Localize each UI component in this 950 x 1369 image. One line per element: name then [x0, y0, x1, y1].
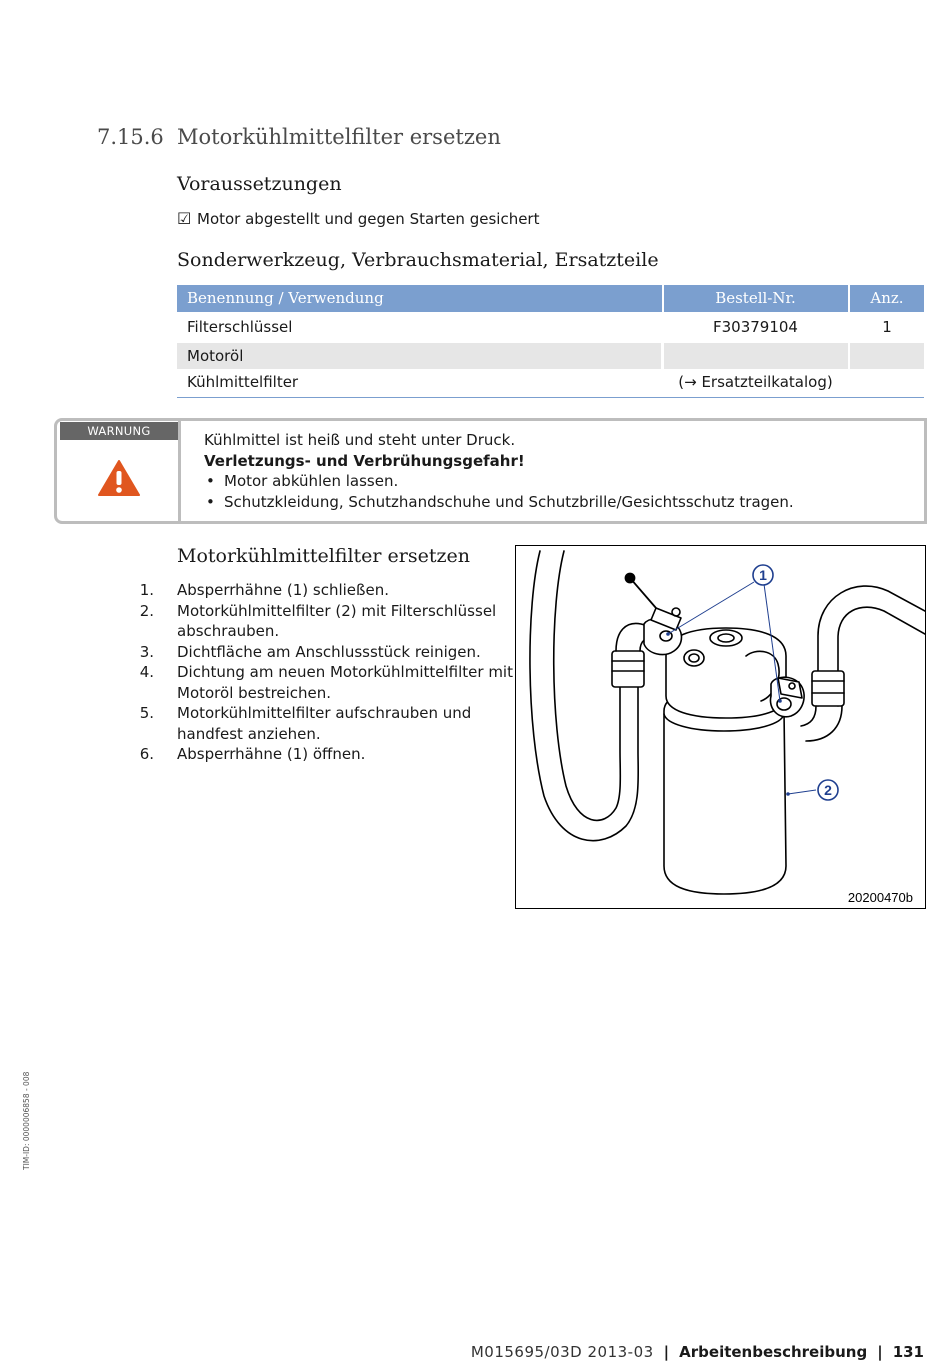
table-header-row — [177, 285, 924, 312]
callout-1-icon — [753, 565, 773, 585]
step-number: 1. — [139, 581, 154, 599]
table-row — [177, 369, 924, 398]
warning-bullet-text: Motor abkühlen lassen. — [224, 472, 399, 490]
section-title: Motorkühlmittelfilter ersetzen — [177, 125, 501, 149]
warning-consequence: Verletzungs- und Verbrühungsgefahr! — [204, 451, 525, 470]
warning-bullet — [204, 492, 794, 513]
step-text: Absperrhähne (1) schließen. — [177, 581, 389, 599]
table-row — [177, 343, 924, 369]
table-row — [177, 312, 924, 343]
section-heading — [97, 125, 501, 149]
warning-box — [54, 418, 927, 524]
step-text: Dichtung am neuen Motorkühlmittelfilter mit Motoröl bestreichen. — [177, 663, 513, 702]
step-number: 5. — [139, 704, 154, 722]
list-item — [130, 744, 517, 765]
callout-1-label: 1 — [759, 567, 767, 583]
parts-table — [177, 285, 924, 398]
checkbox-checked-icon: ☑ — [177, 209, 192, 228]
table-cell — [850, 343, 924, 369]
coolant-filter-figure — [515, 545, 926, 909]
table-cell: F30379104 — [713, 318, 798, 336]
warning-hazard: Kühlmittel ist heiß und steht unter Druck. — [204, 431, 516, 449]
table-cell: (→ Ersatzteilkatalog) — [678, 373, 833, 391]
footer-section: Arbeitenbeschreibung — [679, 1343, 868, 1361]
step-number: 4. — [139, 663, 154, 681]
table-cell: Kühlmittelfilter — [187, 373, 299, 391]
coolant-filter-drawing — [516, 546, 925, 908]
warning-bullet — [204, 471, 794, 492]
list-item — [130, 642, 517, 663]
list-item — [130, 601, 517, 642]
document-id: TIM-ID: 0000006858 - 008 — [22, 1071, 31, 1170]
step-number: 6. — [139, 745, 154, 763]
callout-2-icon — [818, 780, 838, 800]
page-footer — [471, 1343, 924, 1361]
table-cell: Filterschlüssel — [187, 318, 293, 336]
list-item — [130, 580, 517, 601]
step-text: Dichtfläche am Anschlussstück reinigen. — [177, 642, 481, 661]
step-text: Absperrhähne (1) öffnen. — [177, 745, 366, 763]
warning-label: WARNUNG — [60, 422, 178, 440]
table-cell — [850, 369, 924, 397]
tools-title: Sonderwerkzeug, Verbrauchsmaterial, Ersatzteile — [177, 249, 659, 271]
list-item — [130, 662, 517, 703]
callout-2-label: 2 — [824, 782, 832, 798]
step-number: 3. — [139, 642, 154, 661]
figure-id: 20200470b — [847, 890, 913, 905]
prerequisite-text: Motor abgestellt und gegen Starten gesichert — [197, 210, 540, 228]
warning-sidebar — [57, 421, 181, 521]
table-cell: 1 — [882, 318, 892, 336]
prerequisites-title: Voraussetzungen — [177, 173, 342, 195]
footer-separator: | — [663, 1343, 670, 1361]
prerequisite-item — [177, 209, 539, 228]
procedure-steps — [130, 580, 517, 765]
filter-canister — [664, 689, 786, 894]
step-number: 2. — [139, 601, 154, 620]
page-number: 131 — [892, 1343, 924, 1361]
column-header-order-number: Bestell-Nr. — [715, 289, 796, 307]
document-code: M015695/03D 2013-03 — [470, 1343, 654, 1361]
section-number: 7.15.6 — [97, 125, 164, 149]
warning-triangle-icon — [97, 459, 141, 497]
list-item — [130, 703, 517, 744]
procedure-title: Motorkühlmittelfilter ersetzen — [177, 545, 470, 567]
table-cell: Motoröl — [177, 343, 661, 369]
bullet-icon: • — [206, 492, 215, 511]
column-header-designation: Benennung / Verwendung — [187, 289, 384, 307]
footer-separator: | — [877, 1343, 883, 1361]
step-text: Motorkühlmittelfilter (2) mit Filterschlüssel abschrauben. — [177, 601, 497, 640]
warning-bullet-text: Schutzkleidung, Schutzhandschuhe und Schutzbrille/Gesichtsschutz tragen. — [224, 492, 794, 511]
bullet-icon: • — [206, 472, 215, 490]
step-text: Motorkühlmittelfilter aufschrauben und handfest anziehen. — [177, 704, 472, 743]
warning-text — [204, 430, 794, 512]
column-header-quantity: Anz. — [870, 289, 904, 307]
left-hose — [530, 551, 638, 841]
table-cell — [664, 343, 848, 369]
